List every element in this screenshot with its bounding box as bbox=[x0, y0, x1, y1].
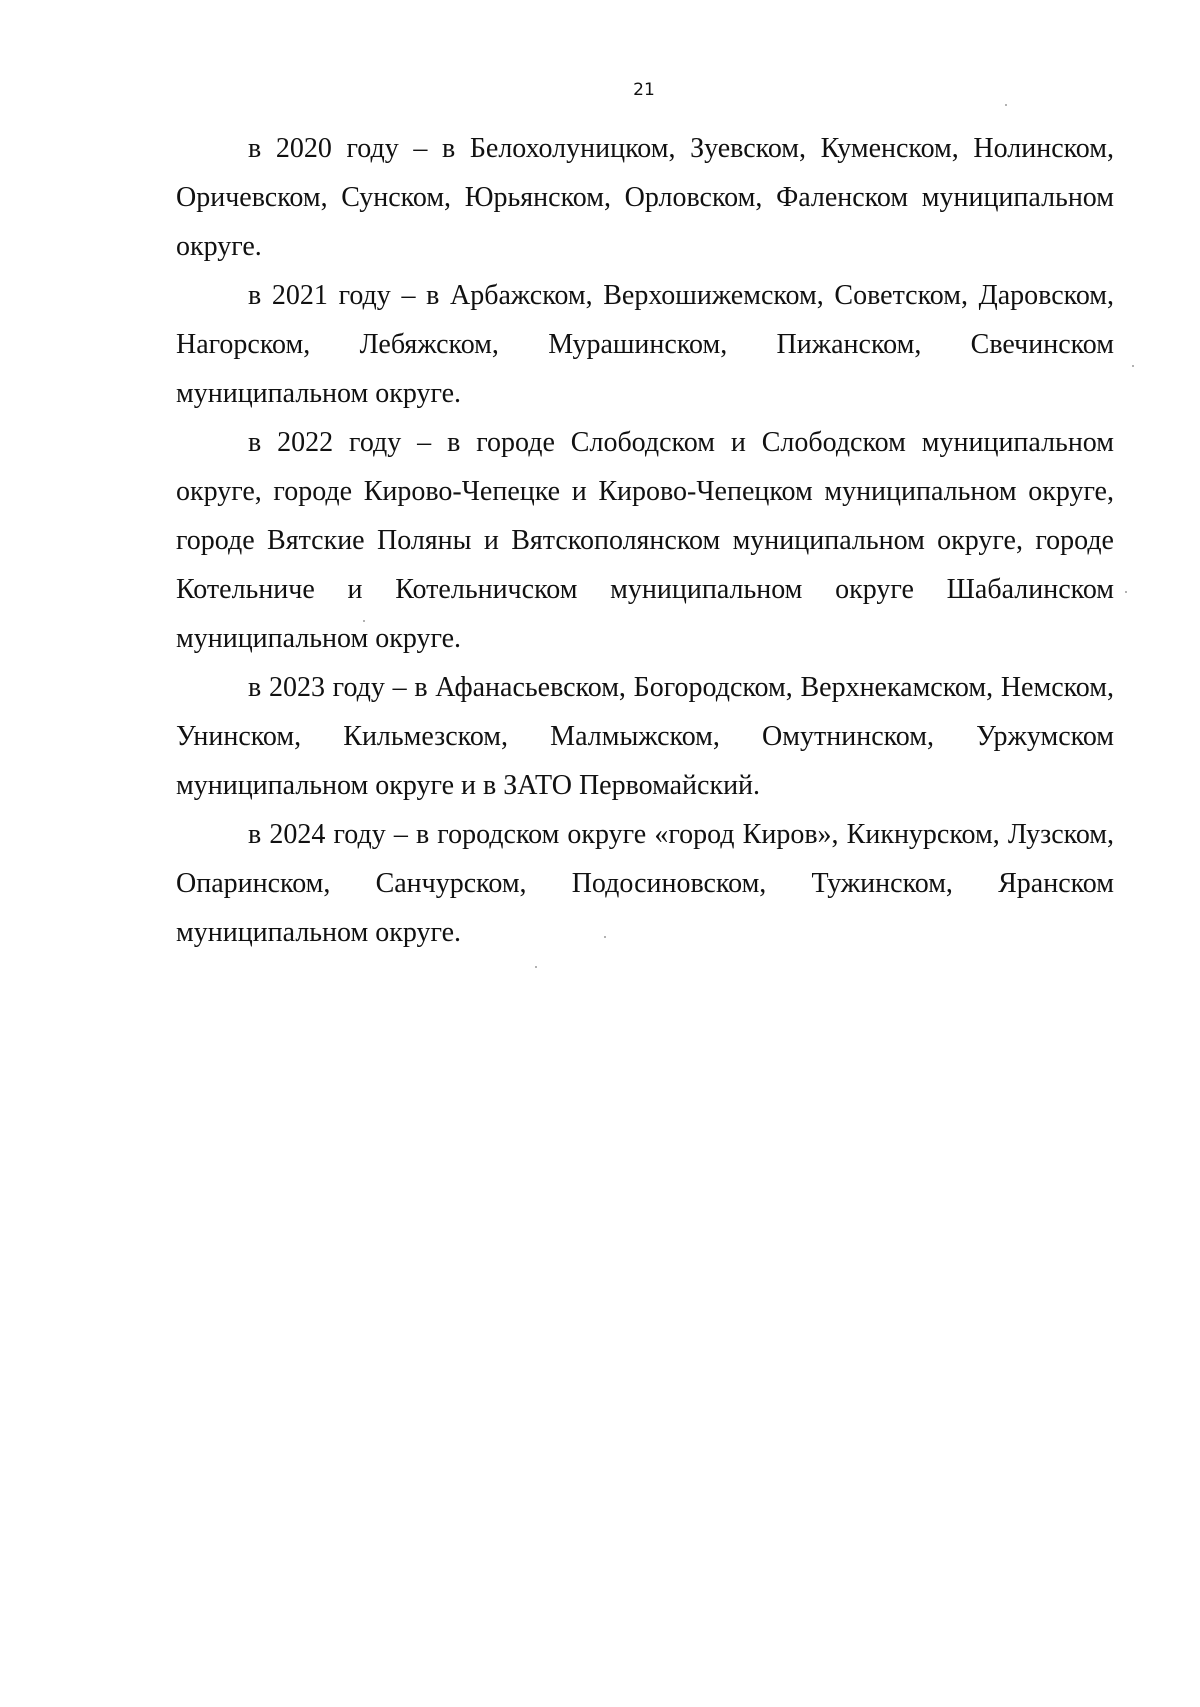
page-number: 21 bbox=[633, 80, 655, 100]
scan-speck bbox=[1005, 104, 1007, 106]
paragraph-2022: в 2022 году – в городе Слободском и Слободском муниципальном округе, городе Кирово-Чепецке и Кирово-Чепецком муниципальном округе, городе Вятские Поляны и Вятскополянском муниципальном округе, городе Котельниче и Котельничском муниципальном округе Шабалинском муниципальном округе. bbox=[176, 427, 1114, 654]
scan-speck bbox=[535, 966, 537, 968]
paragraph-2020: в 2020 году – в Белохолуницком, Зуевском, Куменском, Нолинском, Оричевском, Сунском, Юрьянском, Орловском, Фаленском муниципальном округе. bbox=[176, 133, 1114, 262]
paragraph-2023: в 2023 году – в Афанасьевском, Богородском, Верхнекамском, Немском, Унинском, Кильмезском, Малмыжском, Омутнинском, Уржумском муниципальном округе и в ЗАТО Первомайский. bbox=[176, 672, 1114, 801]
scan-speck bbox=[604, 936, 606, 938]
scan-speck bbox=[363, 620, 365, 622]
document-body bbox=[176, 124, 1114, 957]
paragraph-2021: в 2021 году – в Арбажском, Верхошижемском, Советском, Даровском, Нагорском, Лебяжском, Мурашинском, Пижанском, Свечинском муниципальном округе. bbox=[176, 280, 1114, 409]
scan-speck bbox=[1132, 365, 1134, 367]
paragraph-2024: в 2024 году – в городском округе «город Киров», Кикнурском, Лузском, Опаринском, Санчурском, Подосиновском, Тужинском, Яранском муниципальном округе. bbox=[176, 819, 1114, 948]
scan-speck bbox=[1125, 591, 1127, 593]
